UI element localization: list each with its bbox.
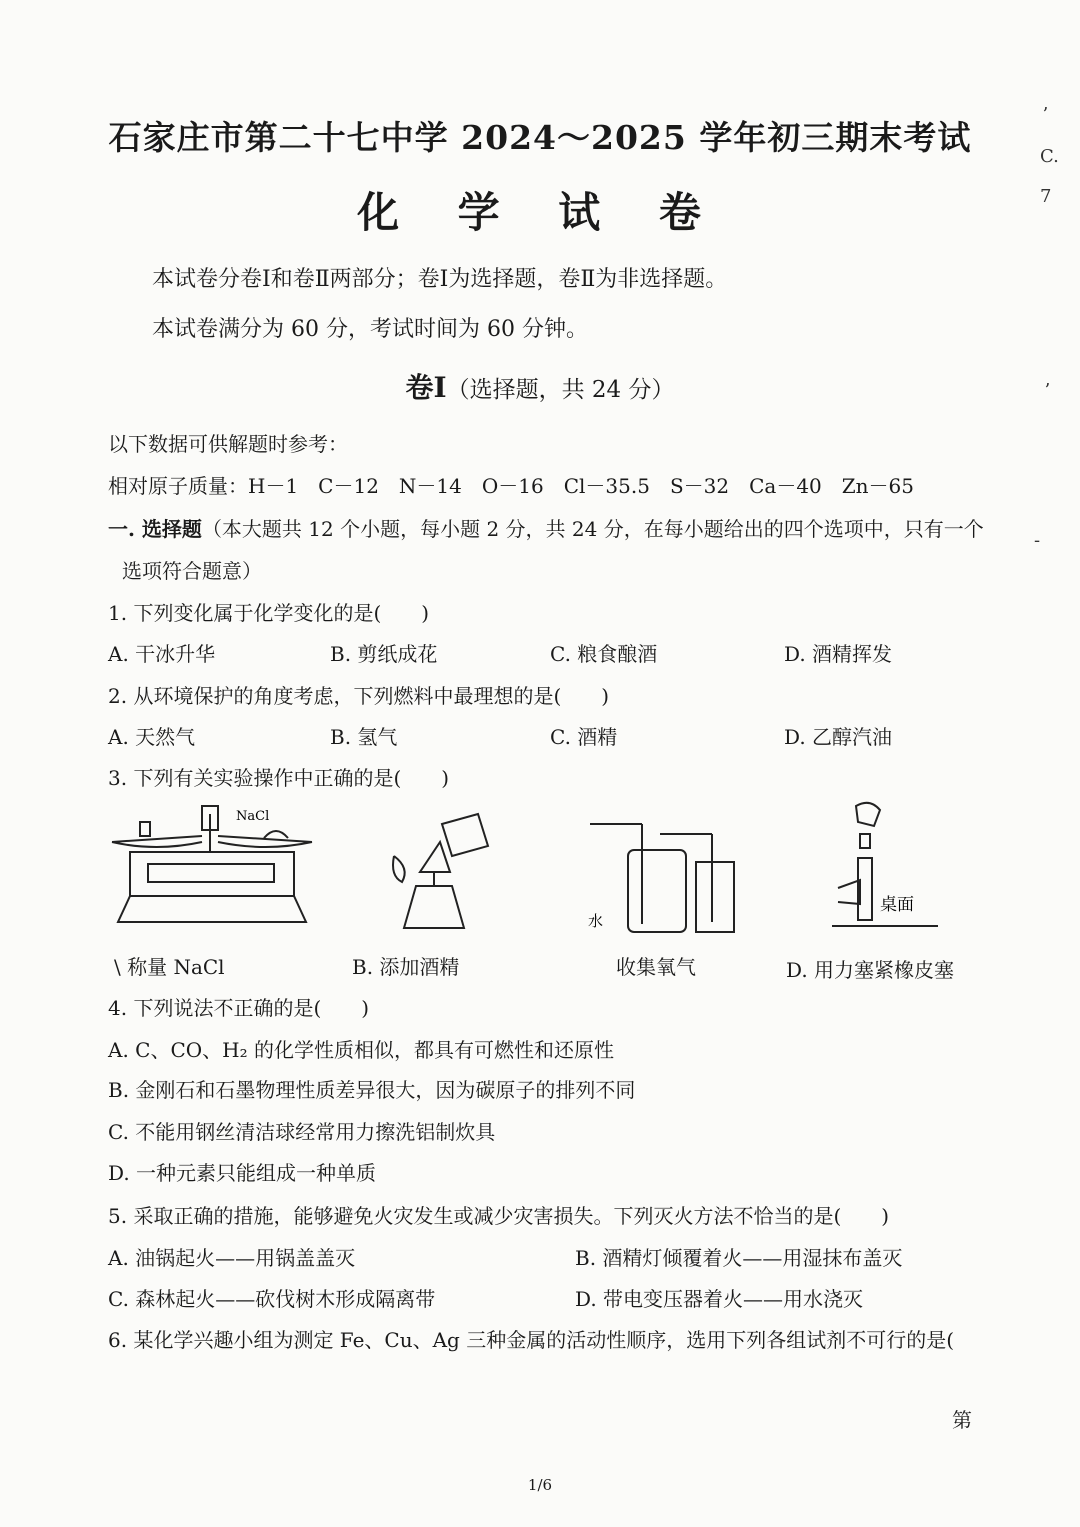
figure-d-caption: D. 用力塞紧橡皮塞: [786, 958, 955, 982]
margin-mark-1: ʼ: [1042, 104, 1048, 125]
section-desc: （本大题共 12 个小题，每小题 2 分，共 24 分，在每小题给出的四个选项中，只有一个: [201, 517, 984, 541]
part-heading: [0, 366, 1080, 406]
question-5-option-b: B. 酒精灯倾覆着火——用湿抹布盖灭: [575, 1246, 903, 1270]
question-2-option-a: A. 天然气: [108, 725, 196, 749]
figure-a-caption: \ 称量 NaCl: [114, 955, 225, 979]
subject-title: 化 学 试 卷: [357, 188, 723, 237]
reference-intro: 以下数据可供解题时参考：: [108, 432, 348, 456]
question-2-stem: 2. 从环境保护的角度考虑，下列燃料中最理想的是( ): [108, 684, 610, 708]
intro-line-2: 本试卷满分为 60 分，考试时间为 60 分钟。: [152, 317, 588, 342]
margin-mark-2: C.: [1040, 146, 1059, 167]
question-4-option-b: B. 金刚石和石墨物理性质差异很大，因为碳原子的排列不同: [108, 1078, 636, 1102]
intro-line-1: 本试卷分卷Ⅰ和卷Ⅱ两部分；卷Ⅰ为选择题，卷Ⅱ为非选择题。: [152, 267, 728, 292]
question-2-option-b: B. 氢气: [330, 725, 398, 749]
section-label: 一. 选择题: [108, 517, 202, 541]
margin-mark-4: ʼ: [1044, 380, 1050, 401]
question-2-option-c: C. 酒精: [550, 725, 618, 749]
page-number: 1/6: [527, 1476, 553, 1494]
desk-label: 桌面: [880, 895, 914, 915]
stopper-figure: [830, 798, 940, 938]
question-1-option-a: A. 干冰升华: [108, 642, 216, 666]
question-5-option-d: D. 带电变压器着火——用水浇灭: [575, 1287, 864, 1311]
part-title: 卷Ⅰ: [405, 371, 447, 404]
figure-b-caption: B. 添加酒精: [352, 955, 460, 979]
part-subtitle: （选择题，共 24 分）: [446, 377, 675, 403]
exam-title: 石家庄市第二十七中学 2024～2025 学年初三期末考试: [108, 118, 972, 157]
question-1-option-c: C. 粮食酿酒: [550, 642, 658, 666]
question-1-option-b: B. 剪纸成花: [330, 642, 438, 666]
section-desc-cont: 选项符合题意）: [122, 559, 262, 583]
question-4-option-d: D. 一种元素只能组成一种单质: [108, 1161, 377, 1185]
margin-mark-5: -: [1034, 530, 1041, 551]
nacl-label: NaCl: [236, 809, 270, 824]
question-1-stem: 1. 下列变化属于化学变化的是( ): [108, 601, 430, 625]
water-label: 水: [588, 912, 604, 930]
question-4-stem: 4. 下列说法不正确的是( ): [108, 996, 370, 1020]
question-5-option-c: C. 森林起火——砍伐树木形成隔离带: [108, 1287, 436, 1311]
question-2-option-d: D. 乙醇汽油: [784, 725, 893, 749]
question-6-stem: 6. 某化学兴趣小组为测定 Fe、Cu、Ag 三种金属的活动性顺序，选用下列各组试剂不可行的是(: [108, 1328, 955, 1352]
atomic-masses: 相对原子质量：H－1 C－12 N－14 O－16 Cl－35.5 S－32 Ca－40 Zn－65: [108, 474, 914, 498]
figure-c-caption: 收集氧气: [616, 955, 696, 979]
margin-mark-3: 7: [1040, 186, 1052, 207]
question-5-stem: 5. 采取正确的措施，能够避免火灾发生或减少灾害损失。下列灭火方法不恰当的是( ): [108, 1204, 890, 1228]
question-1-option-d: D. 酒精挥发: [784, 642, 893, 666]
balance-scale-figure: [104, 800, 320, 930]
question-4-option-c: C. 不能用钢丝清洁球经常用力擦洗铝制炊具: [108, 1120, 496, 1144]
alcohol-lamp-figure: [380, 812, 500, 936]
question-4-option-a: A. C、CO、H₂ 的化学性质相似，都具有可燃性和还原性: [108, 1038, 614, 1062]
section-heading: [108, 513, 984, 542]
gas-collection-figure: [586, 812, 736, 934]
question-5-option-a: A. 油锅起火——用锅盖盖灭: [108, 1246, 356, 1270]
question-3-stem: 3. 下列有关实验操作中正确的是( ): [108, 766, 450, 790]
page-word: 第: [952, 1408, 972, 1432]
